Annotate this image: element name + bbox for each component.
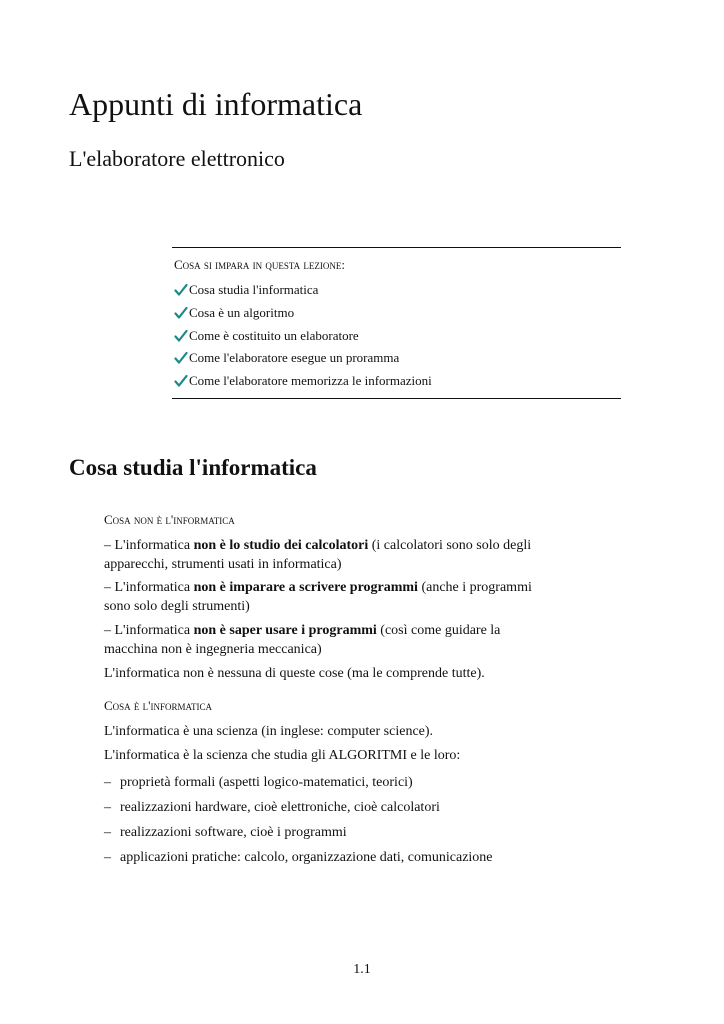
list-item-text: realizzazioni hardware, cioè elettroniche, cioè calcolatori xyxy=(120,799,440,815)
checkmark-icon xyxy=(174,306,188,320)
not-item-emphasis: non è lo studio dei calcolatori xyxy=(193,538,369,553)
page-number: 1.1 xyxy=(353,962,371,977)
not-item-prefix: – L'informatica xyxy=(104,623,194,638)
subhead-is-informatics: Cosa è l'informatica xyxy=(104,698,213,713)
list-item-text: applicazioni pratiche: calcolo, organizzazione dati, comunicazione xyxy=(120,849,493,865)
objective-label: Cosa è un algoritmo xyxy=(189,305,295,321)
bullet-dash: – xyxy=(104,774,111,790)
document-title: Appunti di informatica xyxy=(69,86,363,122)
checkmark-icon xyxy=(174,351,188,365)
not-conclusion: L'informatica non è nessuna di queste cose (ma le comprende tutte). xyxy=(104,666,485,681)
not-item-prefix: – L'informatica xyxy=(104,538,194,553)
is-line-1: L'informatica è una scienza (in inglese: computer science). xyxy=(104,724,434,739)
checkmark-icon xyxy=(174,283,188,297)
not-item-emphasis: non è imparare a scrivere programmi xyxy=(193,580,418,595)
objective-label: Cosa studia l'informatica xyxy=(189,282,319,298)
checkmark-icon xyxy=(174,374,188,388)
not-item-3 xyxy=(104,621,534,659)
not-item-prefix: – L'informatica xyxy=(104,580,194,595)
bullet-dash: – xyxy=(104,849,111,865)
algorithm-aspects-list xyxy=(104,770,493,870)
objective-item xyxy=(174,324,432,347)
list-item-text: proprietà formali (aspetti logico-matematici, teorici) xyxy=(120,774,413,790)
bullet-dash: – xyxy=(104,799,111,815)
objective-label: Come è costituito un elaboratore xyxy=(189,327,359,343)
objective-item xyxy=(174,279,432,302)
not-item-2 xyxy=(104,578,534,616)
objective-item xyxy=(174,370,432,393)
list-item xyxy=(104,795,493,820)
objectives-heading: Cosa si impara in questa lezione: xyxy=(174,257,345,272)
not-item-suffix: (i calcolatori sono solo degli apparecchi, strumenti usati in informatica) xyxy=(104,538,532,572)
objectives-list xyxy=(174,279,432,392)
list-item xyxy=(104,770,493,795)
document-subtitle: L'elaboratore elettronico xyxy=(69,146,285,171)
objective-label: Come l'elaboratore memorizza le informazioni xyxy=(189,373,432,389)
not-item-suffix: (così come guidare la macchina non è ingegneria meccanica) xyxy=(104,623,501,657)
lesson-objectives-box xyxy=(172,247,621,399)
objective-item xyxy=(174,302,432,325)
objective-item xyxy=(174,347,432,370)
not-item-1 xyxy=(104,536,534,574)
is-line-2: L'informatica è la scienza che studia gli ALGORITMI e le loro: xyxy=(104,748,461,763)
bullet-dash: – xyxy=(104,824,111,840)
list-item-text: realizzazioni software, cioè i programmi xyxy=(120,824,347,840)
subhead-not-informatics: Cosa non è l'informatica xyxy=(104,512,235,527)
list-item xyxy=(104,845,493,870)
list-item xyxy=(104,820,493,845)
not-item-suffix: (anche i programmi sono solo degli strumenti) xyxy=(104,580,532,614)
objective-label: Come l'elaboratore esegue un proramma xyxy=(189,350,400,366)
checkmark-icon xyxy=(174,329,188,343)
not-item-emphasis: non è saper usare i programmi xyxy=(193,623,377,638)
section-heading: Cosa studia l'informatica xyxy=(69,455,317,480)
